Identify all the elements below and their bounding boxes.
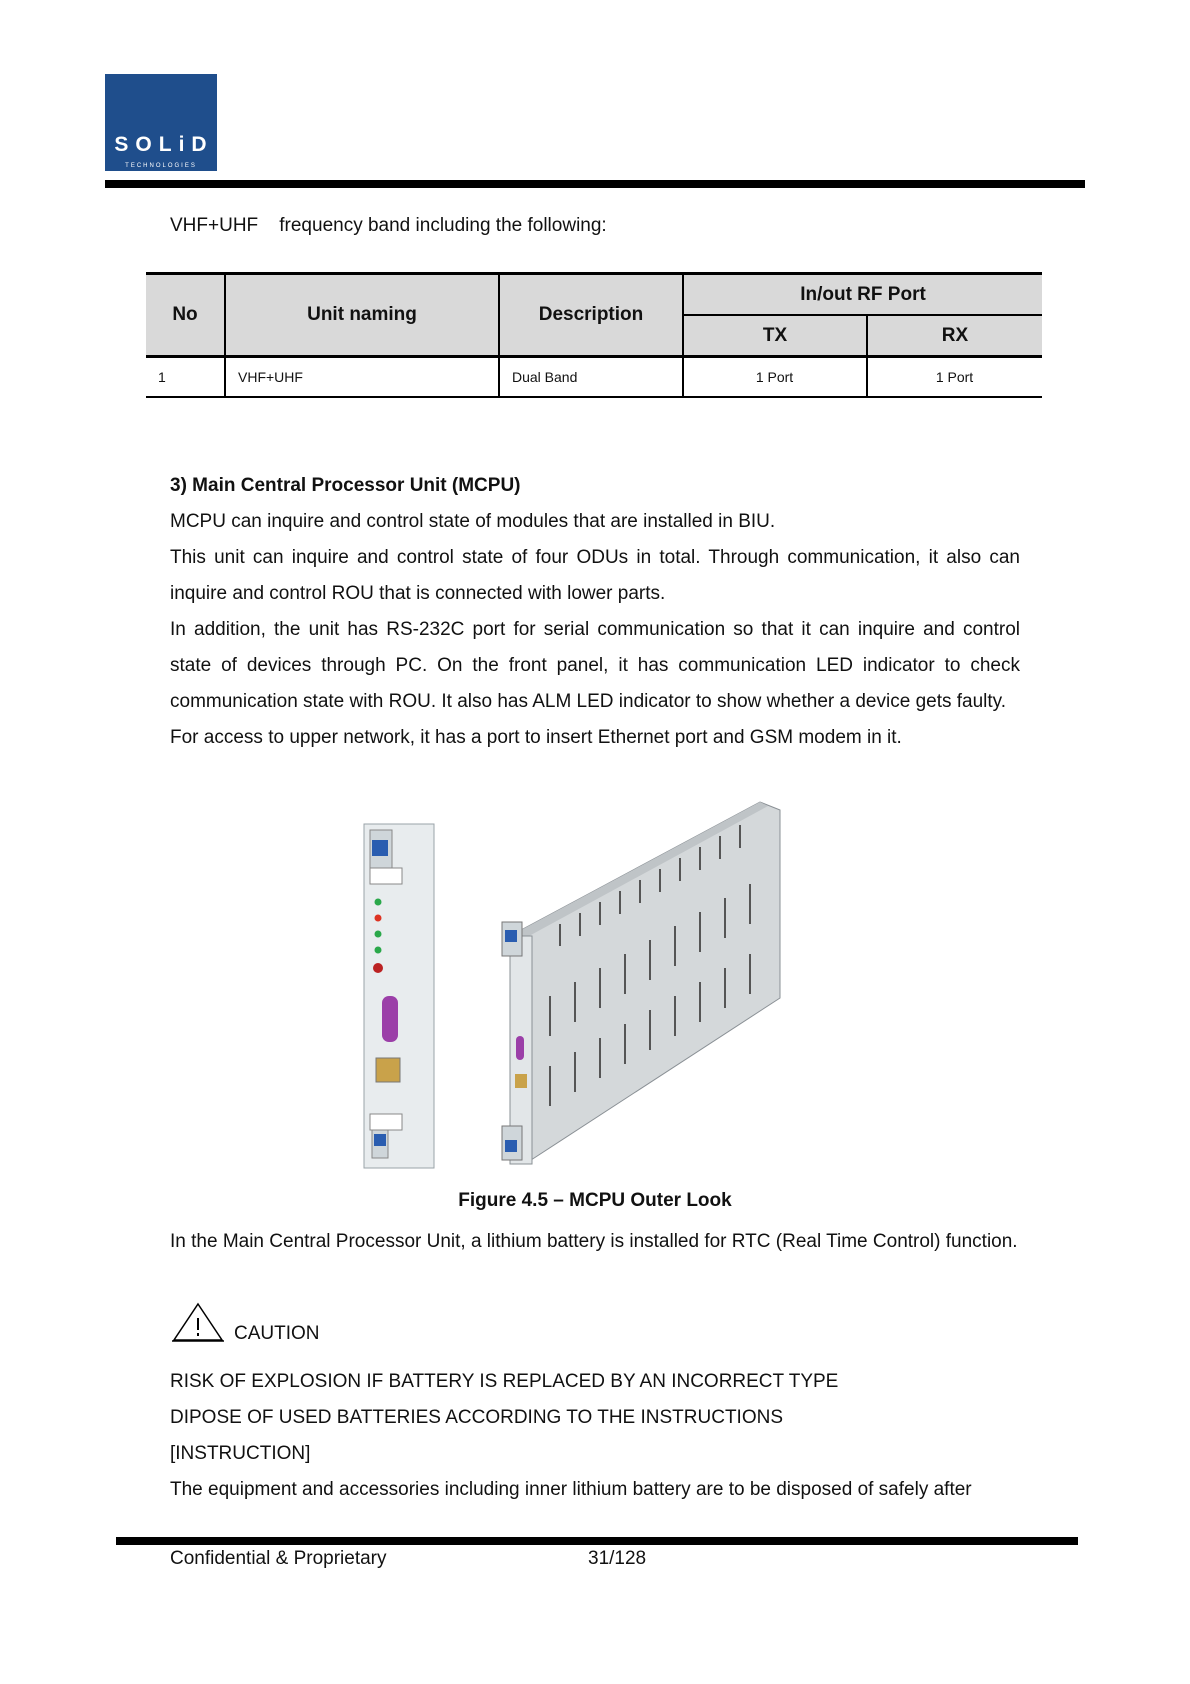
figure-caption: Figure 4.5 – MCPU Outer Look — [458, 1190, 732, 1211]
caution-label: CAUTION — [234, 1323, 320, 1344]
caution-block — [170, 1364, 1020, 1508]
paragraph-3: In addition, the unit has RS-232C port for serial communication so that it can inquire and control state of devices through PC. On the front panel, it has communication LED indicator to check communication state with ROU. It also has ALM LED indicator to show whether a device gets faulty. — [170, 619, 1020, 712]
col-rf-port: In/out RF Port — [683, 274, 1042, 316]
footer-confidential: Confidential & Proprietary — [170, 1548, 387, 1569]
col-unit-naming: Unit naming — [225, 274, 499, 357]
warning-triangle-icon — [170, 1300, 226, 1344]
logo-subtext: TECHNOLOGIES — [125, 163, 197, 169]
mcpu-card — [502, 802, 780, 1164]
paragraph-4: For access to upper network, it has a port to insert Ethernet port and GSM modem in it. — [170, 727, 902, 748]
cell-description: Dual Band — [499, 357, 683, 398]
col-no: No — [146, 274, 225, 357]
paragraph-2: This unit can inquire and control state of four ODUs in total. Through communication, it also can inquire and control ROU that is connected with lower parts. — [170, 547, 1020, 604]
caution-line-4: The equipment and accessories including inner lithium battery are to be disposed of safely after — [170, 1479, 972, 1500]
cell-tx: 1 Port — [683, 357, 867, 398]
table-row — [146, 357, 1042, 398]
col-description: Description — [499, 274, 683, 357]
mcpu-section — [170, 468, 1020, 756]
section-heading: 3) Main Central Processor Unit (MCPU) — [170, 475, 521, 496]
band-table — [146, 272, 1042, 398]
caution-line-2: DIPOSE OF USED BATTERIES ACCORDING TO THE INSTRUCTIONS — [170, 1407, 784, 1428]
caution-line-3: [INSTRUCTION] — [170, 1443, 311, 1464]
intro-text: VHF+UHF frequency band including the following: — [170, 215, 607, 236]
caution-line-1: RISK OF EXPLOSION IF BATTERY IS REPLACED BY AN INCORRECT TYPE — [170, 1371, 839, 1392]
footer-rule — [116, 1537, 1078, 1545]
company-logo — [105, 74, 217, 171]
paragraph-1: MCPU can inquire and control state of modules that are installed in BIU. — [170, 511, 776, 532]
mcpu-front-panel — [364, 824, 434, 1168]
cell-no: 1 — [146, 357, 225, 398]
header-rule — [105, 180, 1085, 188]
col-tx: TX — [683, 315, 867, 357]
mcpu-figure — [360, 796, 840, 1176]
logo-text: SOLiD — [114, 133, 214, 156]
battery-paragraph: In the Main Central Processor Unit, a lithium battery is installed for RTC (Real Time Control) function. — [170, 1231, 1018, 1252]
col-rx: RX — [867, 315, 1042, 357]
cell-rx: 1 Port — [867, 357, 1042, 398]
cell-unit-naming: VHF+UHF — [225, 357, 499, 398]
page-number: 31/128 — [588, 1548, 647, 1569]
